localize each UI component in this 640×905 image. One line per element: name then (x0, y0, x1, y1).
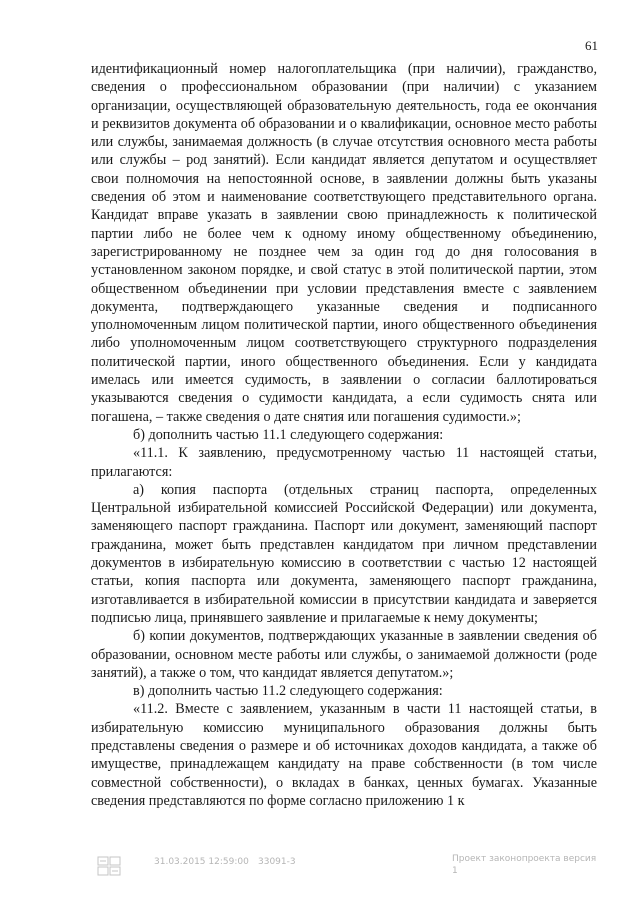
stamp-label: Проект законопроекта версия 1 (452, 854, 597, 876)
paragraph: идентификационный номер налогоплательщика (при наличии), гражданство, сведения о профессиональном образовании (при наличии) с указанием организации, осуществляющей образовательную деятельность, года ее окончания и реквизитов документа об образовании и о квалификации, основное место работы или службы, занимаемая должность (в случае отсутствия основного места работы или службы – род занятий). Если кандидат является депутатом и осуществляет свои полномочия на непостоянной основе, в заявлении должны быть указаны сведения об этом и наименование соответствующего представительного органа. Кандидат вправе указать в заявлении свою принадлежность к политической партии либо не более чем к одному иному общественному объединению, зарегистрированному не позднее чем за один год до дня голосования в установленном законом порядке, и свой статус в этой политической партии, этом общественном объединении при условии представления вместе с заявлением документа, подтверждающего указанные сведения и подписанного уполномоченным лицом политической партии, иного общественного объединения либо уполномоченным лицом соответствующего структурного подразделения политической партии, иного общественного объединения. Если у кандидата имелась или имеется судимость, в заявлении о согласии баллотироваться указываются сведения о судимости кандидата, а если судимость снята или погашена, – также сведения о дате снятия или погашения судимости.»; (91, 61, 597, 425)
paragraph: «11.2. Вместе с заявлением, указанным в части 11 настоящей статьи, в избирательную комиссию муниципального образования должны быть представлены сведения о размере и об источниках доходов кандидата, а также об имуществе, принадлежащем кандидату на праве собственности (в том числе совместной собственности), о вкладах в банках, ценных бумагах. Указанные сведения представляются по форме согласно приложению 1 к (91, 701, 597, 809)
page-number: 61 (585, 38, 598, 53)
paragraph: б) дополнить частью 11.1 следующего содержания: (133, 426, 444, 443)
stamp-number: 33091-3 (258, 857, 296, 867)
document-body (91, 60, 597, 810)
paragraph: «11.1. К заявлению, предусмотренному частью 11 настоящей статьи, прилагаются: (91, 445, 597, 480)
paragraph: а) копия паспорта (отдельных страниц паспорта, определенных Центральной избирательной комиссией Российской Федерации) или документа, заменяющего паспорт гражданина. Паспорт или документ, заменяющий паспорт гражданина, может быть представлен кандидатом при личном представлении документов в избирательную комиссию в соответствии с частью 12 настоящей статьи, копия паспорта или документа, заменяющего паспорт гражданина, изготавливается в избирательной комиссии в присутствии кандидата и заверяется подписью лица, принявшего заявление и прилагаемые к нему документы; (91, 481, 597, 626)
paragraph: б) копии документов, подтверждающих указанные в заявлении сведения об образовании, основном месте работы или службы, о занимаемой должности (роде занятий), а также о том, что кандидат является депутатом.»; (91, 628, 597, 681)
stamp-date: 31.03.2015 12:59:00 (154, 857, 249, 867)
registration-stamp-icon (96, 855, 122, 877)
footer-stamp (0, 851, 640, 881)
paragraph: в) дополнить частью 11.2 следующего содержания: (133, 683, 443, 700)
